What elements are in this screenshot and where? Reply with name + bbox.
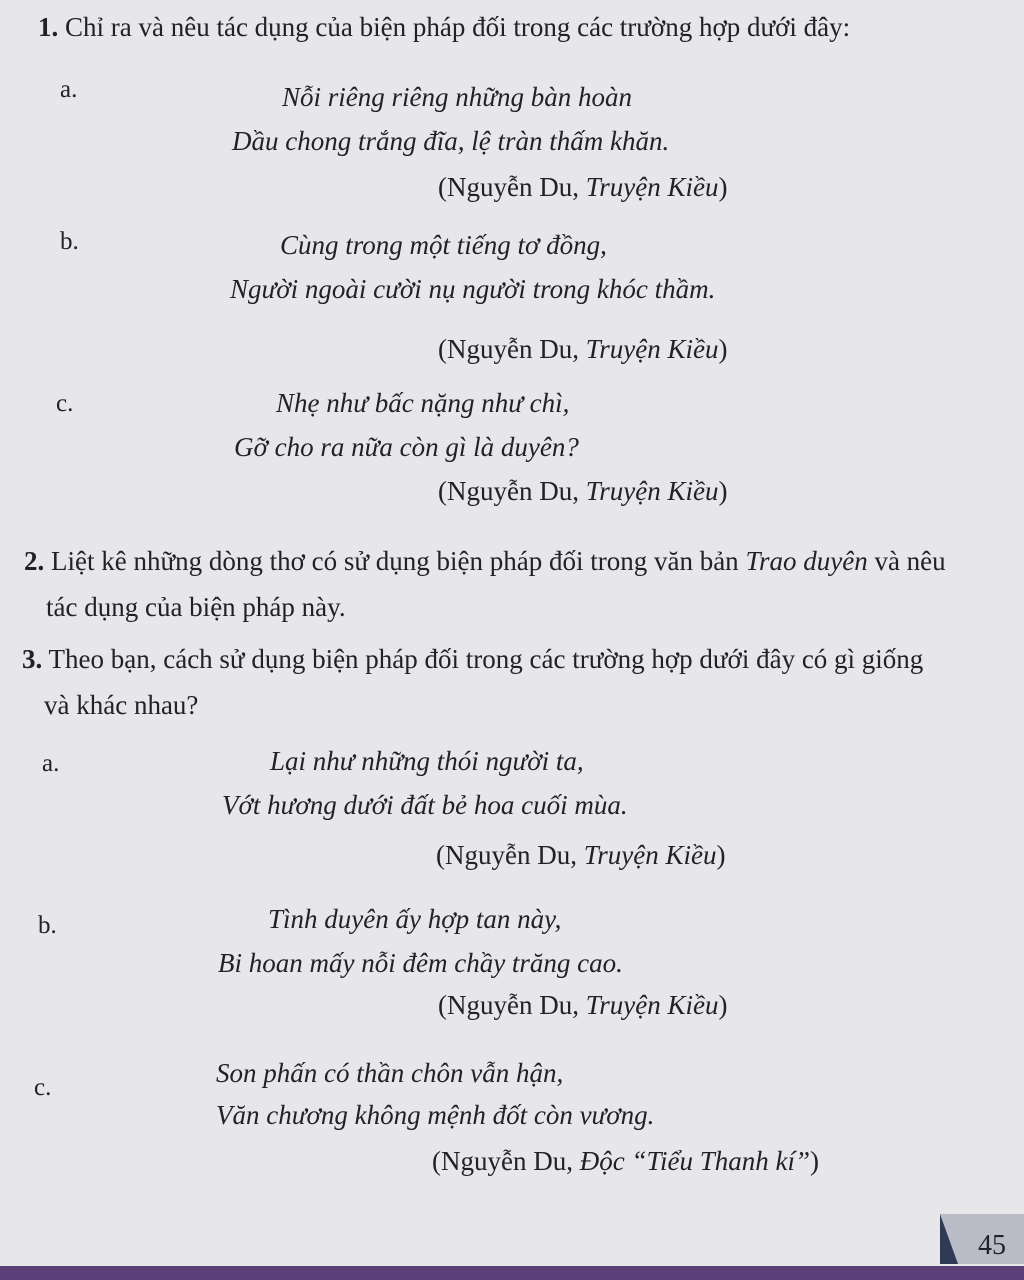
citation [438, 990, 727, 1021]
item-label: b. [38, 912, 57, 939]
verse-line: Dầu chong trắng đĩa, lệ tràn thấm khăn. [232, 126, 670, 156]
citation-close: ) [716, 840, 726, 870]
question-2 [24, 538, 1014, 630]
item-label: c. [34, 1074, 52, 1101]
verse-line: Lại như những thói người ta, [270, 746, 584, 776]
citation-title: Truyện Kiều [585, 990, 719, 1020]
question-text: Chỉ ra và nêu tác dụng của biện pháp đối trong các trường hợp dưới đây: [65, 12, 851, 42]
citation [438, 172, 727, 203]
work-title: Trao duyên [745, 546, 868, 576]
citation [432, 1146, 819, 1177]
citation-close: ) [718, 334, 728, 364]
question-text: Theo bạn, cách sử dụng biện pháp đối trong các trường hợp dưới đây có gì giống [48, 644, 924, 674]
citation-title: Truyện Kiều [585, 172, 719, 202]
citation [438, 334, 727, 365]
citation-title: Truyện Kiều [585, 334, 719, 364]
verse-line: Nỗi riêng riêng những bàn hoàn [282, 82, 632, 112]
verse-line: Văn chương không mệnh đốt còn vương. [216, 1100, 655, 1130]
page-number-tab-accent [940, 1214, 958, 1264]
citation-close: ) [810, 1146, 820, 1176]
question-line-2: tác dụng của biện pháp này. [46, 592, 346, 622]
question-line [24, 538, 1014, 584]
citation-close: ) [718, 476, 728, 506]
verse-line: Vớt hương dưới đất bẻ hoa cuối mùa. [222, 790, 628, 820]
citation-author: (Nguyễn Du, [432, 1146, 580, 1176]
question-line-2: và khác nhau? [44, 690, 199, 720]
verse-line: Người ngoài cười nụ người trong khóc thầm. [230, 274, 716, 304]
item-label: c. [56, 390, 74, 417]
citation [436, 840, 725, 871]
question-text: và nêu [867, 546, 946, 576]
citation-close: ) [718, 990, 728, 1020]
citation-title: Truyện Kiều [585, 476, 719, 506]
citation-author: (Nguyễn Du, [438, 476, 586, 506]
question-3 [22, 636, 1014, 728]
question-1 [38, 4, 850, 50]
item-label: b. [60, 228, 79, 255]
question-number: 3. [22, 644, 43, 674]
verse-line: Nhẹ như bấc nặng như chì, [276, 388, 570, 418]
citation-author: (Nguyễn Du, [438, 172, 586, 202]
question-line [22, 636, 1014, 682]
citation-author: (Nguyễn Du, [438, 990, 586, 1020]
question-number: 1. [38, 12, 59, 42]
item-label: a. [60, 76, 78, 103]
verse-line: Bi hoan mấy nỗi đêm chầy trăng cao. [218, 948, 623, 978]
verse-line: Tình duyên ấy hợp tan này, [268, 904, 562, 934]
citation-author: (Nguyễn Du, [438, 334, 586, 364]
bottom-color-bar [0, 1266, 1024, 1280]
page-number: 45 [978, 1230, 1006, 1261]
verse-line: Son phấn có thần chôn vẫn hận, [216, 1058, 564, 1088]
citation-close: ) [718, 172, 728, 202]
verse-line: Gỡ cho ra nữa còn gì là duyên? [234, 432, 579, 462]
citation-title: Truyện Kiều [583, 840, 717, 870]
citation-author: (Nguyễn Du, [436, 840, 584, 870]
citation-title: Độc “Tiểu Thanh kí” [579, 1146, 811, 1176]
verse-line: Cùng trong một tiếng tơ đồng, [280, 230, 607, 260]
question-number: 2. [24, 546, 45, 576]
citation [438, 476, 727, 507]
question-text: Liệt kê những dòng thơ có sử dụng biện pháp đối trong văn bản [51, 546, 746, 576]
item-label: a. [42, 750, 60, 777]
